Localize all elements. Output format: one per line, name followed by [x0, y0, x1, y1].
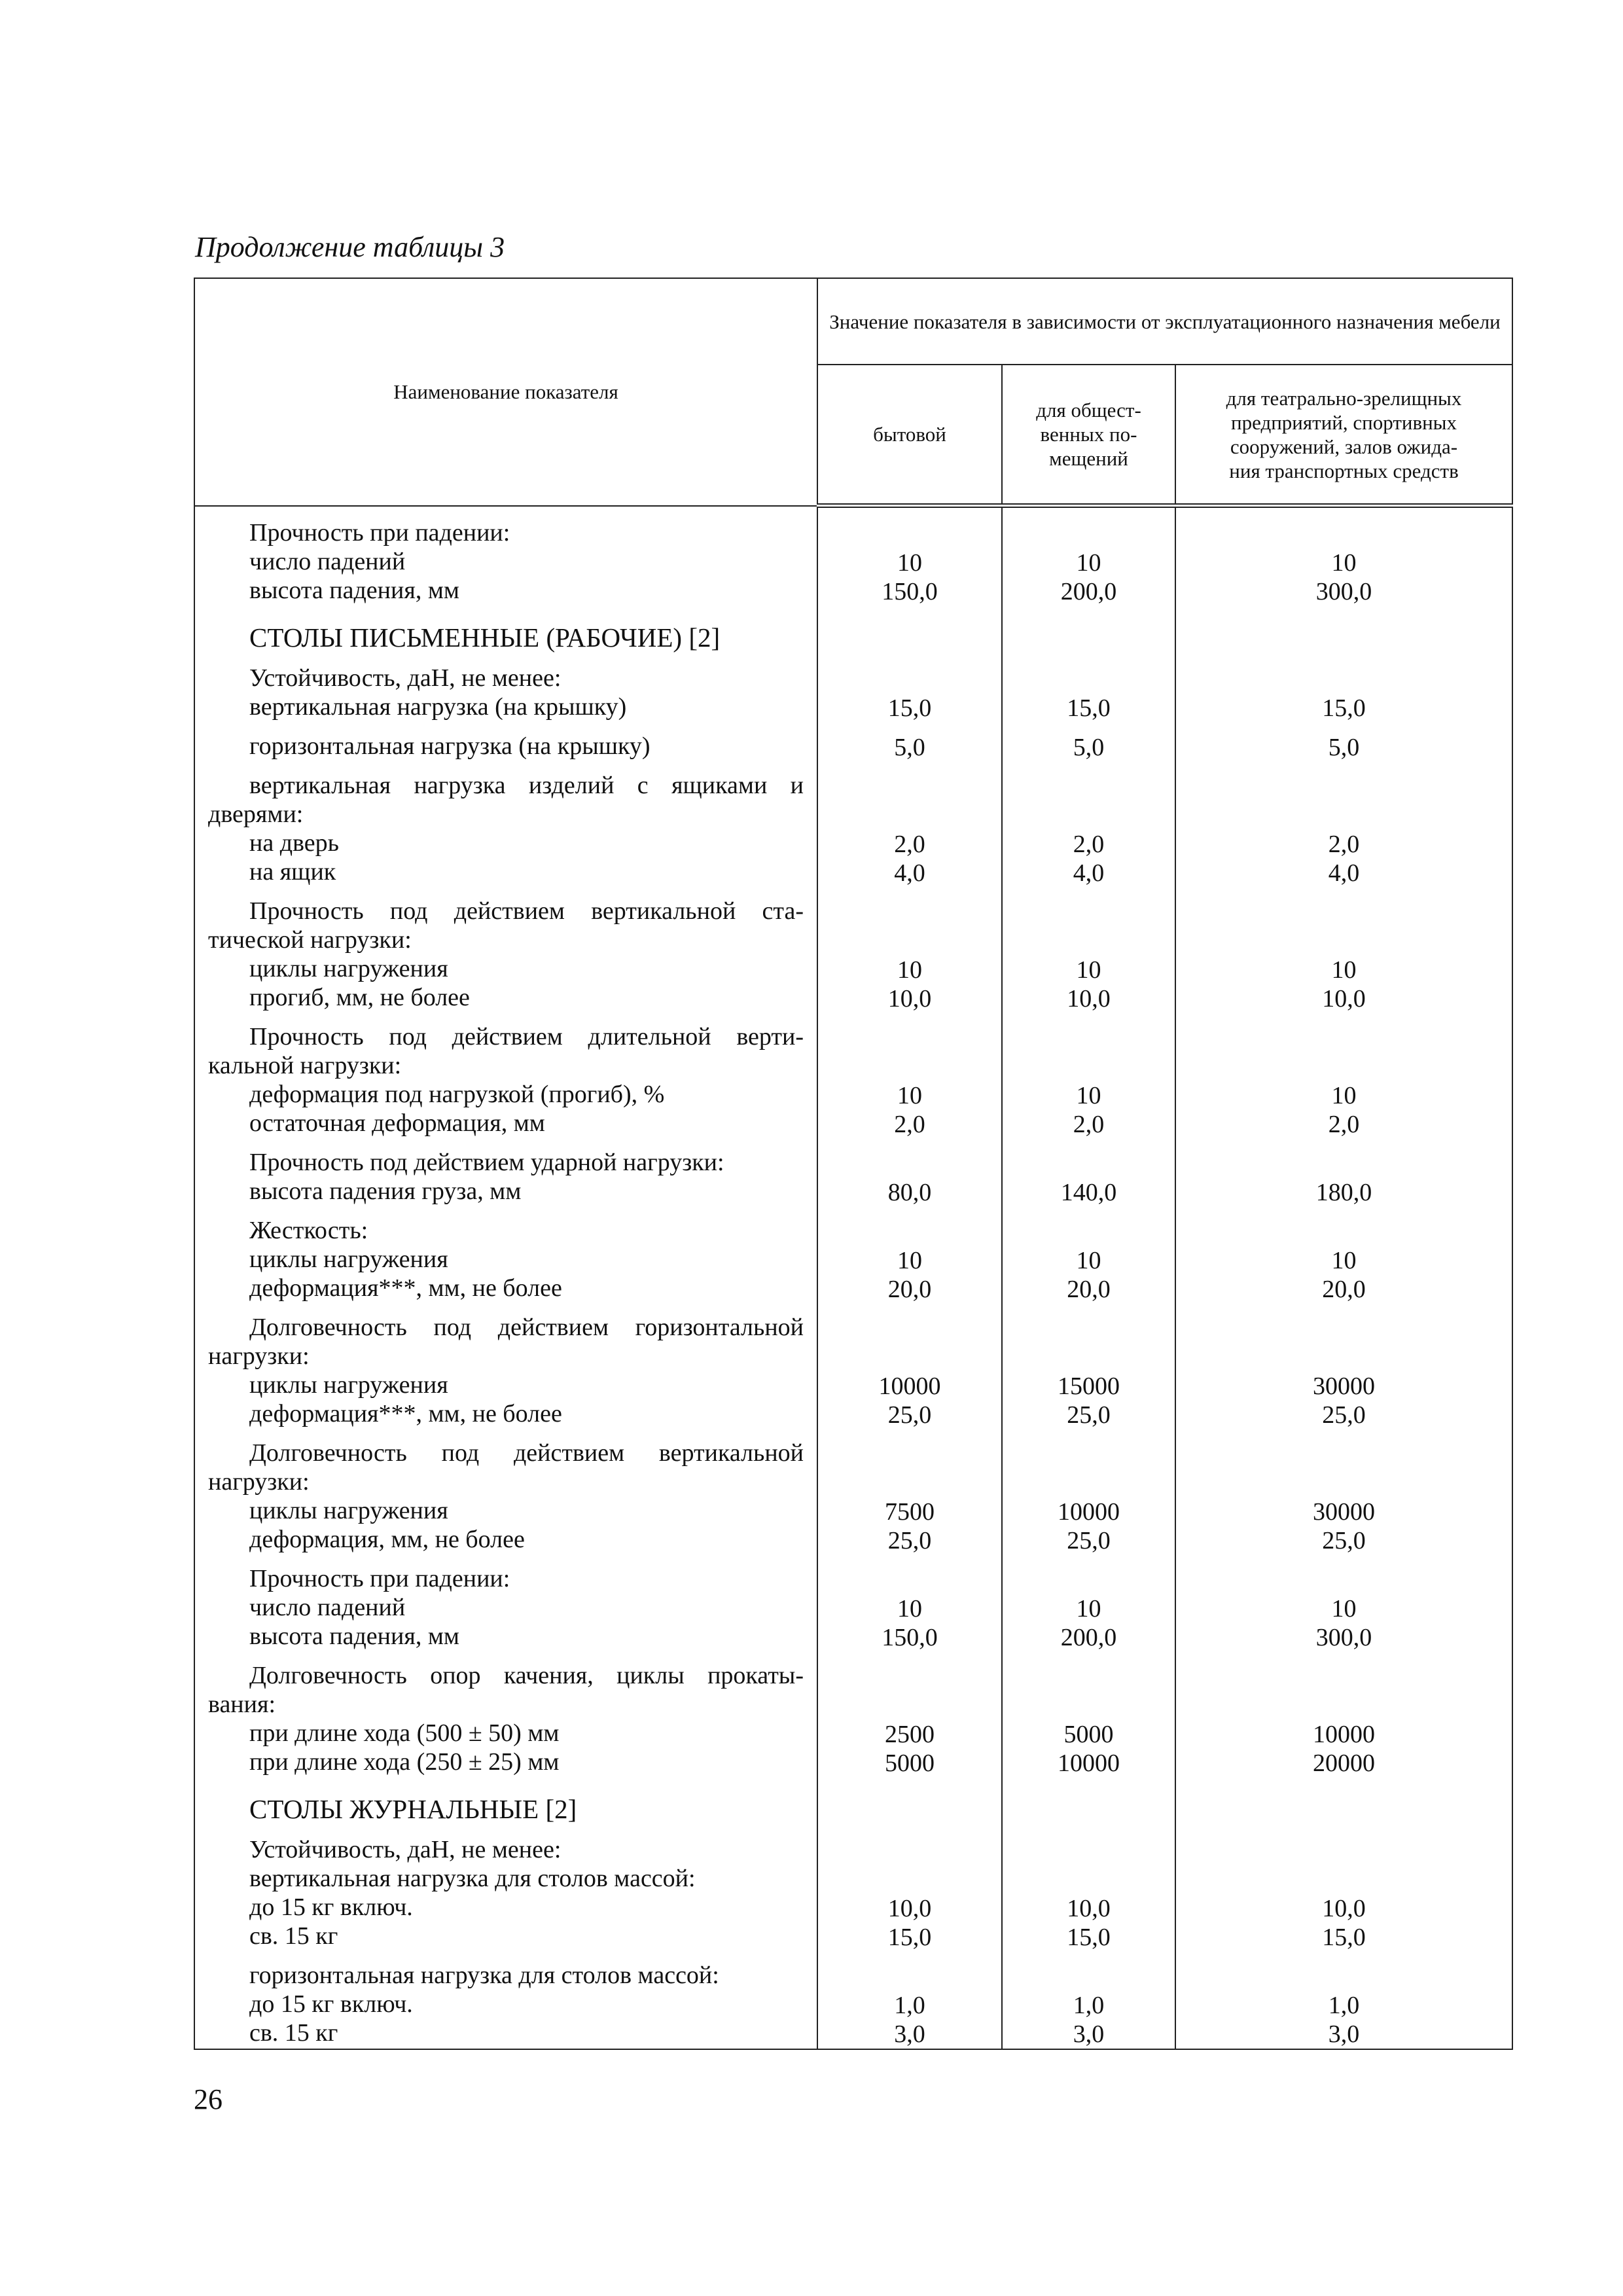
value-cell: 4,0	[894, 859, 925, 887]
value-cell: 10	[1076, 956, 1101, 984]
value-cell: 10000	[878, 1372, 941, 1400]
row-drop-strength-2: Прочность при падении: число падений высота падения, мм	[249, 1564, 510, 1650]
header-text: сооружений, залов ожида-	[1230, 435, 1458, 458]
value-cell: 10	[1076, 1247, 1101, 1274]
value-cell: 4,0	[1328, 859, 1360, 887]
row-stability: Устойчивость, даН, не менее: вертикальная нагрузка (на крышку)	[249, 664, 627, 721]
value-cell: 300,0	[1315, 1624, 1372, 1651]
value-cell: 3,0	[1073, 2020, 1105, 2048]
value-cell: 15,0	[1322, 1924, 1366, 1951]
household-column	[817, 506, 1002, 2050]
value-cell: 2,0	[894, 831, 925, 858]
value-cell: 15000	[1058, 1372, 1120, 1400]
value-cell: 150,0	[882, 1624, 938, 1651]
row-static-vertical-strength: Прочность под действием вертикальной ста- тической нагрузки: циклы нагружения прогиб, мм, не более	[208, 897, 804, 1011]
theatre-column	[1175, 506, 1512, 2050]
row-impact-strength: Прочность под действием ударной нагрузки: высота падения груза, мм	[249, 1148, 724, 1205]
value-cell: 10000	[1058, 1749, 1120, 1777]
row-rolling-supports: Долговечность опор качения, циклы прокаты- вания: при длине хода (500 ± 50) мм при длине хода (250 ± 25) мм	[208, 1661, 804, 1776]
value-cell: 4,0	[1073, 859, 1105, 887]
value-cell: 10	[1331, 549, 1357, 577]
value-cell: 25,0	[887, 1401, 932, 1429]
header-text: для театрально-зрелищных	[1226, 386, 1462, 410]
row-horizontal-durability: Долговечность под действием горизонтальной нагрузки: циклы нагружения деформация***, мм, не более	[208, 1313, 804, 1427]
value-cell: 25,0	[1067, 1401, 1111, 1429]
value-cell: 2,0	[1073, 831, 1105, 858]
value-cell: 10	[897, 549, 922, 577]
value-cell: 2,0	[1073, 1111, 1105, 1138]
value-cell: 15,0	[887, 694, 932, 722]
header-indicator-name: Наименование показателя	[194, 278, 817, 506]
value-cell: 10	[1331, 956, 1357, 984]
value-cell: 3,0	[894, 2020, 925, 2048]
value-cell: 15,0	[1067, 694, 1111, 722]
value-cell: 10,0	[887, 985, 932, 1013]
value-cell: 10	[1076, 1082, 1101, 1109]
value-cell: 180,0	[1315, 1179, 1372, 1206]
header-text: ния транспортных средств	[1229, 459, 1459, 482]
value-cell: 15,0	[887, 1924, 932, 1951]
value-cell: 10,0	[887, 1895, 932, 1922]
value-cell: 7500	[885, 1498, 935, 1526]
value-cell: 1,0	[1073, 1992, 1105, 2019]
value-cell: 20000	[1313, 1749, 1375, 1777]
value-cell: 10	[1331, 1082, 1357, 1109]
indicator-column	[194, 506, 817, 2050]
value-cell: 25,0	[1322, 1527, 1366, 1554]
value-cell: 150,0	[882, 578, 938, 605]
value-cell: 10000	[1058, 1498, 1120, 1526]
section-writing-tables: СТОЛЫ ПИСЬМЕННЫЕ (РАБОЧИЕ) [2]	[249, 622, 721, 653]
value-cell: 30000	[1313, 1372, 1375, 1400]
value-cell: 140,0	[1060, 1179, 1117, 1206]
value-cell: 10	[897, 1247, 922, 1274]
row-stability-coffee: Устойчивость, даН, не менее: вертикальная нагрузка для столов массой: до 15 кг включ. св. 15 кг	[249, 1835, 696, 1950]
value-cell: 2500	[885, 1721, 935, 1748]
value-cell: 10	[1331, 1595, 1357, 1623]
value-cell: 25,0	[1067, 1527, 1111, 1554]
header-text: мещений	[1049, 447, 1128, 470]
value-cell: 25,0	[1322, 1401, 1366, 1429]
header-text: предприятий, спортивных	[1231, 410, 1457, 434]
row-rigidity: Жесткость: циклы нагружения деформация***, мм, не более	[249, 1216, 562, 1302]
header-household: бытовой	[817, 365, 1002, 506]
value-cell: 10	[1076, 549, 1101, 577]
value-cell: 2,0	[894, 1111, 925, 1138]
value-cell: 10	[1331, 1247, 1357, 1274]
value-cell: 10000	[1313, 1721, 1375, 1748]
value-cell: 5,0	[1073, 734, 1105, 761]
page-number: 26	[194, 2083, 223, 2115]
value-cell: 300,0	[1315, 578, 1372, 605]
value-cell: 2,0	[1328, 831, 1360, 858]
header-public-premises	[1002, 365, 1175, 506]
value-cell: 1,0	[1328, 1992, 1360, 2019]
value-cell: 5,0	[894, 734, 925, 761]
value-cell: 200,0	[1060, 578, 1117, 605]
value-cell: 2,0	[1328, 1111, 1360, 1138]
value-cell: 80,0	[887, 1179, 932, 1206]
value-cell: 20,0	[1067, 1276, 1111, 1303]
value-cell: 15,0	[1067, 1924, 1111, 1951]
value-cell: 10,0	[1067, 985, 1111, 1013]
value-cell: 20,0	[1322, 1276, 1366, 1303]
row-drop-strength: Прочность при падении: число падений высота падения, мм	[249, 518, 510, 604]
value-cell: 10	[897, 956, 922, 984]
row-horizontal-load: горизонтальная нагрузка (на крышку)	[249, 732, 651, 760]
header-text: венных по-	[1040, 423, 1137, 446]
value-cell: 20,0	[887, 1276, 932, 1303]
value-cell: 5000	[1063, 1721, 1114, 1748]
public-column	[1002, 506, 1175, 2050]
row-horizontal-coffee: горизонтальная нагрузка для столов массой: до 15 кг включ. св. 15 кг	[249, 1961, 719, 2047]
table-caption: Продолжение таблицы 3	[195, 231, 505, 263]
row-long-vertical-strength: Прочность под действием длительной верти- кальной нагрузки: деформация под нагрузкой (прогиб), % остаточная деформация, мм	[208, 1022, 804, 1137]
row-vertical-durability: Долговечность под действием вертикальной нагрузки: циклы нагружения деформация, мм, не более	[208, 1439, 804, 1553]
value-cell: 25,0	[887, 1527, 932, 1554]
value-cell: 10	[897, 1595, 922, 1623]
value-cell: 10	[897, 1082, 922, 1109]
row-vertical-load-boxes: вертикальная нагрузка изделий с ящиками и дверями: на дверь на ящик	[208, 771, 804, 886]
value-cell: 10,0	[1322, 1895, 1366, 1922]
value-cell: 1,0	[894, 1992, 925, 2019]
value-cell: 5,0	[1328, 734, 1360, 761]
value-cell: 10	[1076, 1595, 1101, 1623]
value-cell: 5000	[885, 1749, 935, 1777]
table-body-row	[194, 506, 1512, 2050]
value-cell: 15,0	[1322, 694, 1366, 722]
value-cell: 10,0	[1067, 1895, 1111, 1922]
indicator-table	[194, 278, 1513, 2050]
section-coffee-tables: СТОЛЫ ЖУРНАЛЬНЫЕ [2]	[249, 1793, 577, 1824]
value-cell: 3,0	[1328, 2020, 1360, 2048]
value-cell: 200,0	[1060, 1624, 1117, 1651]
header-theatres-sports	[1175, 365, 1512, 506]
header-text: для общест-	[1036, 399, 1141, 422]
header-value-group: Значение показателя в зависимости от эксплуатационного назначения мебели	[817, 278, 1512, 365]
value-cell: 30000	[1313, 1498, 1375, 1526]
value-cell: 10,0	[1322, 985, 1366, 1013]
